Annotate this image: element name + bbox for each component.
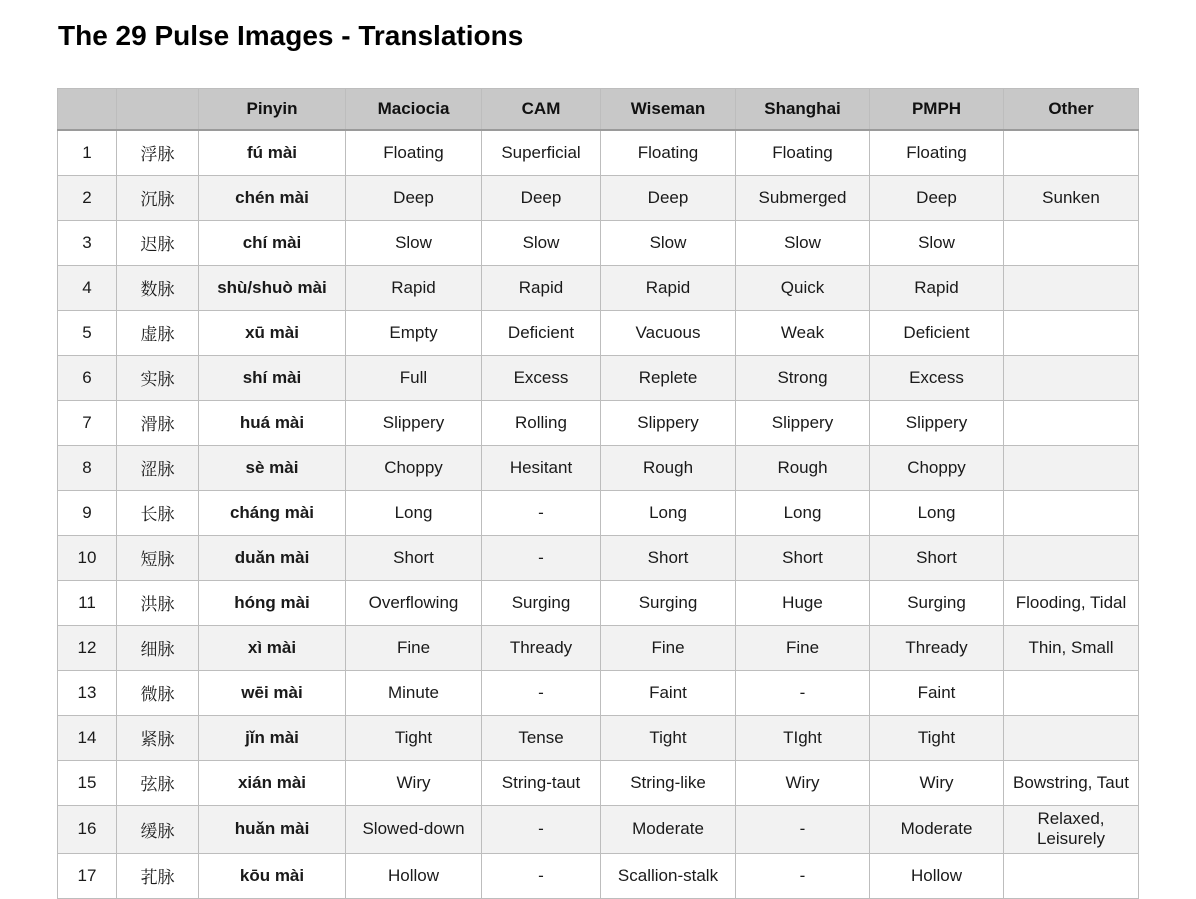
cell-characters: 弦脉 [117, 760, 199, 805]
cell-shanghai: - [736, 853, 870, 898]
cell-pinyin: sè mài [199, 445, 346, 490]
table-row [58, 130, 1139, 175]
table-header-row [58, 89, 1139, 131]
cell-wiseman: Rapid [601, 265, 736, 310]
cell-maciocia: Slowed-down [346, 805, 482, 853]
cell-number: 2 [58, 175, 117, 220]
cell-pinyin: hóng mài [199, 580, 346, 625]
cell-other: Relaxed, Leisurely [1004, 805, 1139, 853]
cell-wiseman: Tight [601, 715, 736, 760]
cell-maciocia: Fine [346, 625, 482, 670]
table-row [58, 265, 1139, 310]
cell-other: Flooding, Tidal [1004, 580, 1139, 625]
cell-characters: 沉脉 [117, 175, 199, 220]
cell-cam: Deficient [482, 310, 601, 355]
translations-table-container [57, 88, 1138, 899]
cell-characters: 微脉 [117, 670, 199, 715]
cell-pinyin: shí mài [199, 355, 346, 400]
cell-maciocia: Floating [346, 130, 482, 175]
cell-cam: String-taut [482, 760, 601, 805]
cell-wiseman: Moderate [601, 805, 736, 853]
cell-wiseman: Floating [601, 130, 736, 175]
cell-cam: Deep [482, 175, 601, 220]
cell-pmph: Slippery [870, 400, 1004, 445]
cell-maciocia: Short [346, 535, 482, 580]
table-row [58, 805, 1139, 853]
cell-maciocia: Overflowing [346, 580, 482, 625]
cell-other [1004, 220, 1139, 265]
cell-wiseman: Replete [601, 355, 736, 400]
cell-characters: 涩脉 [117, 445, 199, 490]
cell-number: 14 [58, 715, 117, 760]
cell-wiseman: Short [601, 535, 736, 580]
table-row [58, 715, 1139, 760]
cell-shanghai: - [736, 805, 870, 853]
cell-shanghai: Rough [736, 445, 870, 490]
cell-characters: 细脉 [117, 625, 199, 670]
cell-number: 10 [58, 535, 117, 580]
cell-wiseman: Slippery [601, 400, 736, 445]
cell-pmph: Faint [870, 670, 1004, 715]
cell-number: 12 [58, 625, 117, 670]
cell-other [1004, 853, 1139, 898]
cell-pinyin: xū mài [199, 310, 346, 355]
table-row [58, 490, 1139, 535]
cell-characters: 短脉 [117, 535, 199, 580]
cell-pmph: Wiry [870, 760, 1004, 805]
cell-characters: 滑脉 [117, 400, 199, 445]
cell-maciocia: Slippery [346, 400, 482, 445]
cell-characters: 洪脉 [117, 580, 199, 625]
cell-characters: 浮脉 [117, 130, 199, 175]
cell-number: 16 [58, 805, 117, 853]
cell-characters: 紧脉 [117, 715, 199, 760]
cell-maciocia: Minute [346, 670, 482, 715]
cell-pinyin: huá mài [199, 400, 346, 445]
cell-shanghai: Strong [736, 355, 870, 400]
cell-maciocia: Full [346, 355, 482, 400]
cell-other [1004, 445, 1139, 490]
cell-wiseman: Deep [601, 175, 736, 220]
table-row [58, 220, 1139, 265]
cell-other [1004, 355, 1139, 400]
header-pinyin: Pinyin [199, 89, 346, 131]
cell-pmph: Deep [870, 175, 1004, 220]
cell-pmph: Long [870, 490, 1004, 535]
header-number [58, 89, 117, 131]
cell-pmph: Thready [870, 625, 1004, 670]
cell-shanghai: Huge [736, 580, 870, 625]
cell-maciocia: Wiry [346, 760, 482, 805]
cell-other: Sunken [1004, 175, 1139, 220]
table-row [58, 535, 1139, 580]
cell-number: 6 [58, 355, 117, 400]
cell-characters: 缓脉 [117, 805, 199, 853]
cell-pmph: Choppy [870, 445, 1004, 490]
cell-number: 17 [58, 853, 117, 898]
header-other: Other [1004, 89, 1139, 131]
cell-wiseman: Fine [601, 625, 736, 670]
cell-cam: - [482, 805, 601, 853]
cell-wiseman: Long [601, 490, 736, 535]
cell-shanghai: Quick [736, 265, 870, 310]
cell-shanghai: Short [736, 535, 870, 580]
cell-cam: Thready [482, 625, 601, 670]
cell-pmph: Floating [870, 130, 1004, 175]
cell-pmph: Surging [870, 580, 1004, 625]
cell-pinyin: shù/shuò mài [199, 265, 346, 310]
cell-pmph: Short [870, 535, 1004, 580]
cell-shanghai: Wiry [736, 760, 870, 805]
cell-shanghai: Slippery [736, 400, 870, 445]
cell-other [1004, 265, 1139, 310]
table-row [58, 355, 1139, 400]
cell-characters: 实脉 [117, 355, 199, 400]
cell-wiseman: String-like [601, 760, 736, 805]
translations-table [57, 88, 1139, 899]
table-row [58, 580, 1139, 625]
cell-maciocia: Hollow [346, 853, 482, 898]
cell-wiseman: Surging [601, 580, 736, 625]
cell-shanghai: Fine [736, 625, 870, 670]
cell-pinyin: wēi mài [199, 670, 346, 715]
cell-shanghai: Long [736, 490, 870, 535]
cell-wiseman: Slow [601, 220, 736, 265]
cell-shanghai: Submerged [736, 175, 870, 220]
cell-characters: 数脉 [117, 265, 199, 310]
header-characters [117, 89, 199, 131]
cell-cam: - [482, 853, 601, 898]
cell-pinyin: jǐn mài [199, 715, 346, 760]
cell-shanghai: TIght [736, 715, 870, 760]
table-row [58, 760, 1139, 805]
cell-characters: 迟脉 [117, 220, 199, 265]
cell-pinyin: fú mài [199, 130, 346, 175]
cell-other [1004, 670, 1139, 715]
cell-number: 11 [58, 580, 117, 625]
cell-pinyin: huǎn mài [199, 805, 346, 853]
table-body [58, 130, 1139, 898]
cell-other: Thin, Small [1004, 625, 1139, 670]
cell-other [1004, 490, 1139, 535]
cell-other [1004, 715, 1139, 760]
cell-pmph: Rapid [870, 265, 1004, 310]
cell-cam: - [482, 535, 601, 580]
cell-pmph: Excess [870, 355, 1004, 400]
cell-wiseman: Vacuous [601, 310, 736, 355]
cell-cam: Surging [482, 580, 601, 625]
cell-maciocia: Choppy [346, 445, 482, 490]
cell-characters: 虚脉 [117, 310, 199, 355]
header-shanghai: Shanghai [736, 89, 870, 131]
cell-other [1004, 130, 1139, 175]
header-pmph: PMPH [870, 89, 1004, 131]
cell-cam: Excess [482, 355, 601, 400]
cell-characters: 长脉 [117, 490, 199, 535]
table-row [58, 400, 1139, 445]
cell-pinyin: kōu mài [199, 853, 346, 898]
cell-pinyin: xì mài [199, 625, 346, 670]
cell-cam: Rapid [482, 265, 601, 310]
cell-cam: Superficial [482, 130, 601, 175]
cell-pinyin: duǎn mài [199, 535, 346, 580]
cell-pmph: Slow [870, 220, 1004, 265]
cell-number: 4 [58, 265, 117, 310]
cell-wiseman: Rough [601, 445, 736, 490]
cell-maciocia: Long [346, 490, 482, 535]
cell-cam: Tense [482, 715, 601, 760]
cell-maciocia: Empty [346, 310, 482, 355]
cell-cam: - [482, 490, 601, 535]
header-wiseman: Wiseman [601, 89, 736, 131]
cell-number: 3 [58, 220, 117, 265]
cell-pinyin: chén mài [199, 175, 346, 220]
cell-pmph: Tight [870, 715, 1004, 760]
cell-cam: Slow [482, 220, 601, 265]
cell-characters: 芤脉 [117, 853, 199, 898]
cell-number: 1 [58, 130, 117, 175]
table-row [58, 175, 1139, 220]
cell-number: 9 [58, 490, 117, 535]
cell-cam: - [482, 670, 601, 715]
cell-number: 13 [58, 670, 117, 715]
cell-other [1004, 400, 1139, 445]
cell-shanghai: - [736, 670, 870, 715]
cell-shanghai: Weak [736, 310, 870, 355]
cell-maciocia: Slow [346, 220, 482, 265]
page-title: The 29 Pulse Images - Translations [58, 20, 524, 51]
cell-cam: Hesitant [482, 445, 601, 490]
cell-shanghai: Floating [736, 130, 870, 175]
header-cam: CAM [482, 89, 601, 131]
cell-pinyin: chí mài [199, 220, 346, 265]
cell-other [1004, 535, 1139, 580]
cell-pmph: Moderate [870, 805, 1004, 853]
cell-number: 7 [58, 400, 117, 445]
header-maciocia: Maciocia [346, 89, 482, 131]
cell-other [1004, 310, 1139, 355]
cell-other: Bowstring, Taut [1004, 760, 1139, 805]
cell-pmph: Hollow [870, 853, 1004, 898]
cell-cam: Rolling [482, 400, 601, 445]
cell-wiseman: Scallion-stalk [601, 853, 736, 898]
table-row [58, 310, 1139, 355]
table-row [58, 445, 1139, 490]
table-row [58, 670, 1139, 715]
cell-number: 8 [58, 445, 117, 490]
cell-pmph: Deficient [870, 310, 1004, 355]
cell-maciocia: Tight [346, 715, 482, 760]
cell-pinyin: xián mài [199, 760, 346, 805]
table-row [58, 625, 1139, 670]
cell-maciocia: Deep [346, 175, 482, 220]
table-row [58, 853, 1139, 898]
cell-number: 5 [58, 310, 117, 355]
cell-number: 15 [58, 760, 117, 805]
cell-shanghai: Slow [736, 220, 870, 265]
cell-maciocia: Rapid [346, 265, 482, 310]
cell-wiseman: Faint [601, 670, 736, 715]
cell-pinyin: cháng mài [199, 490, 346, 535]
